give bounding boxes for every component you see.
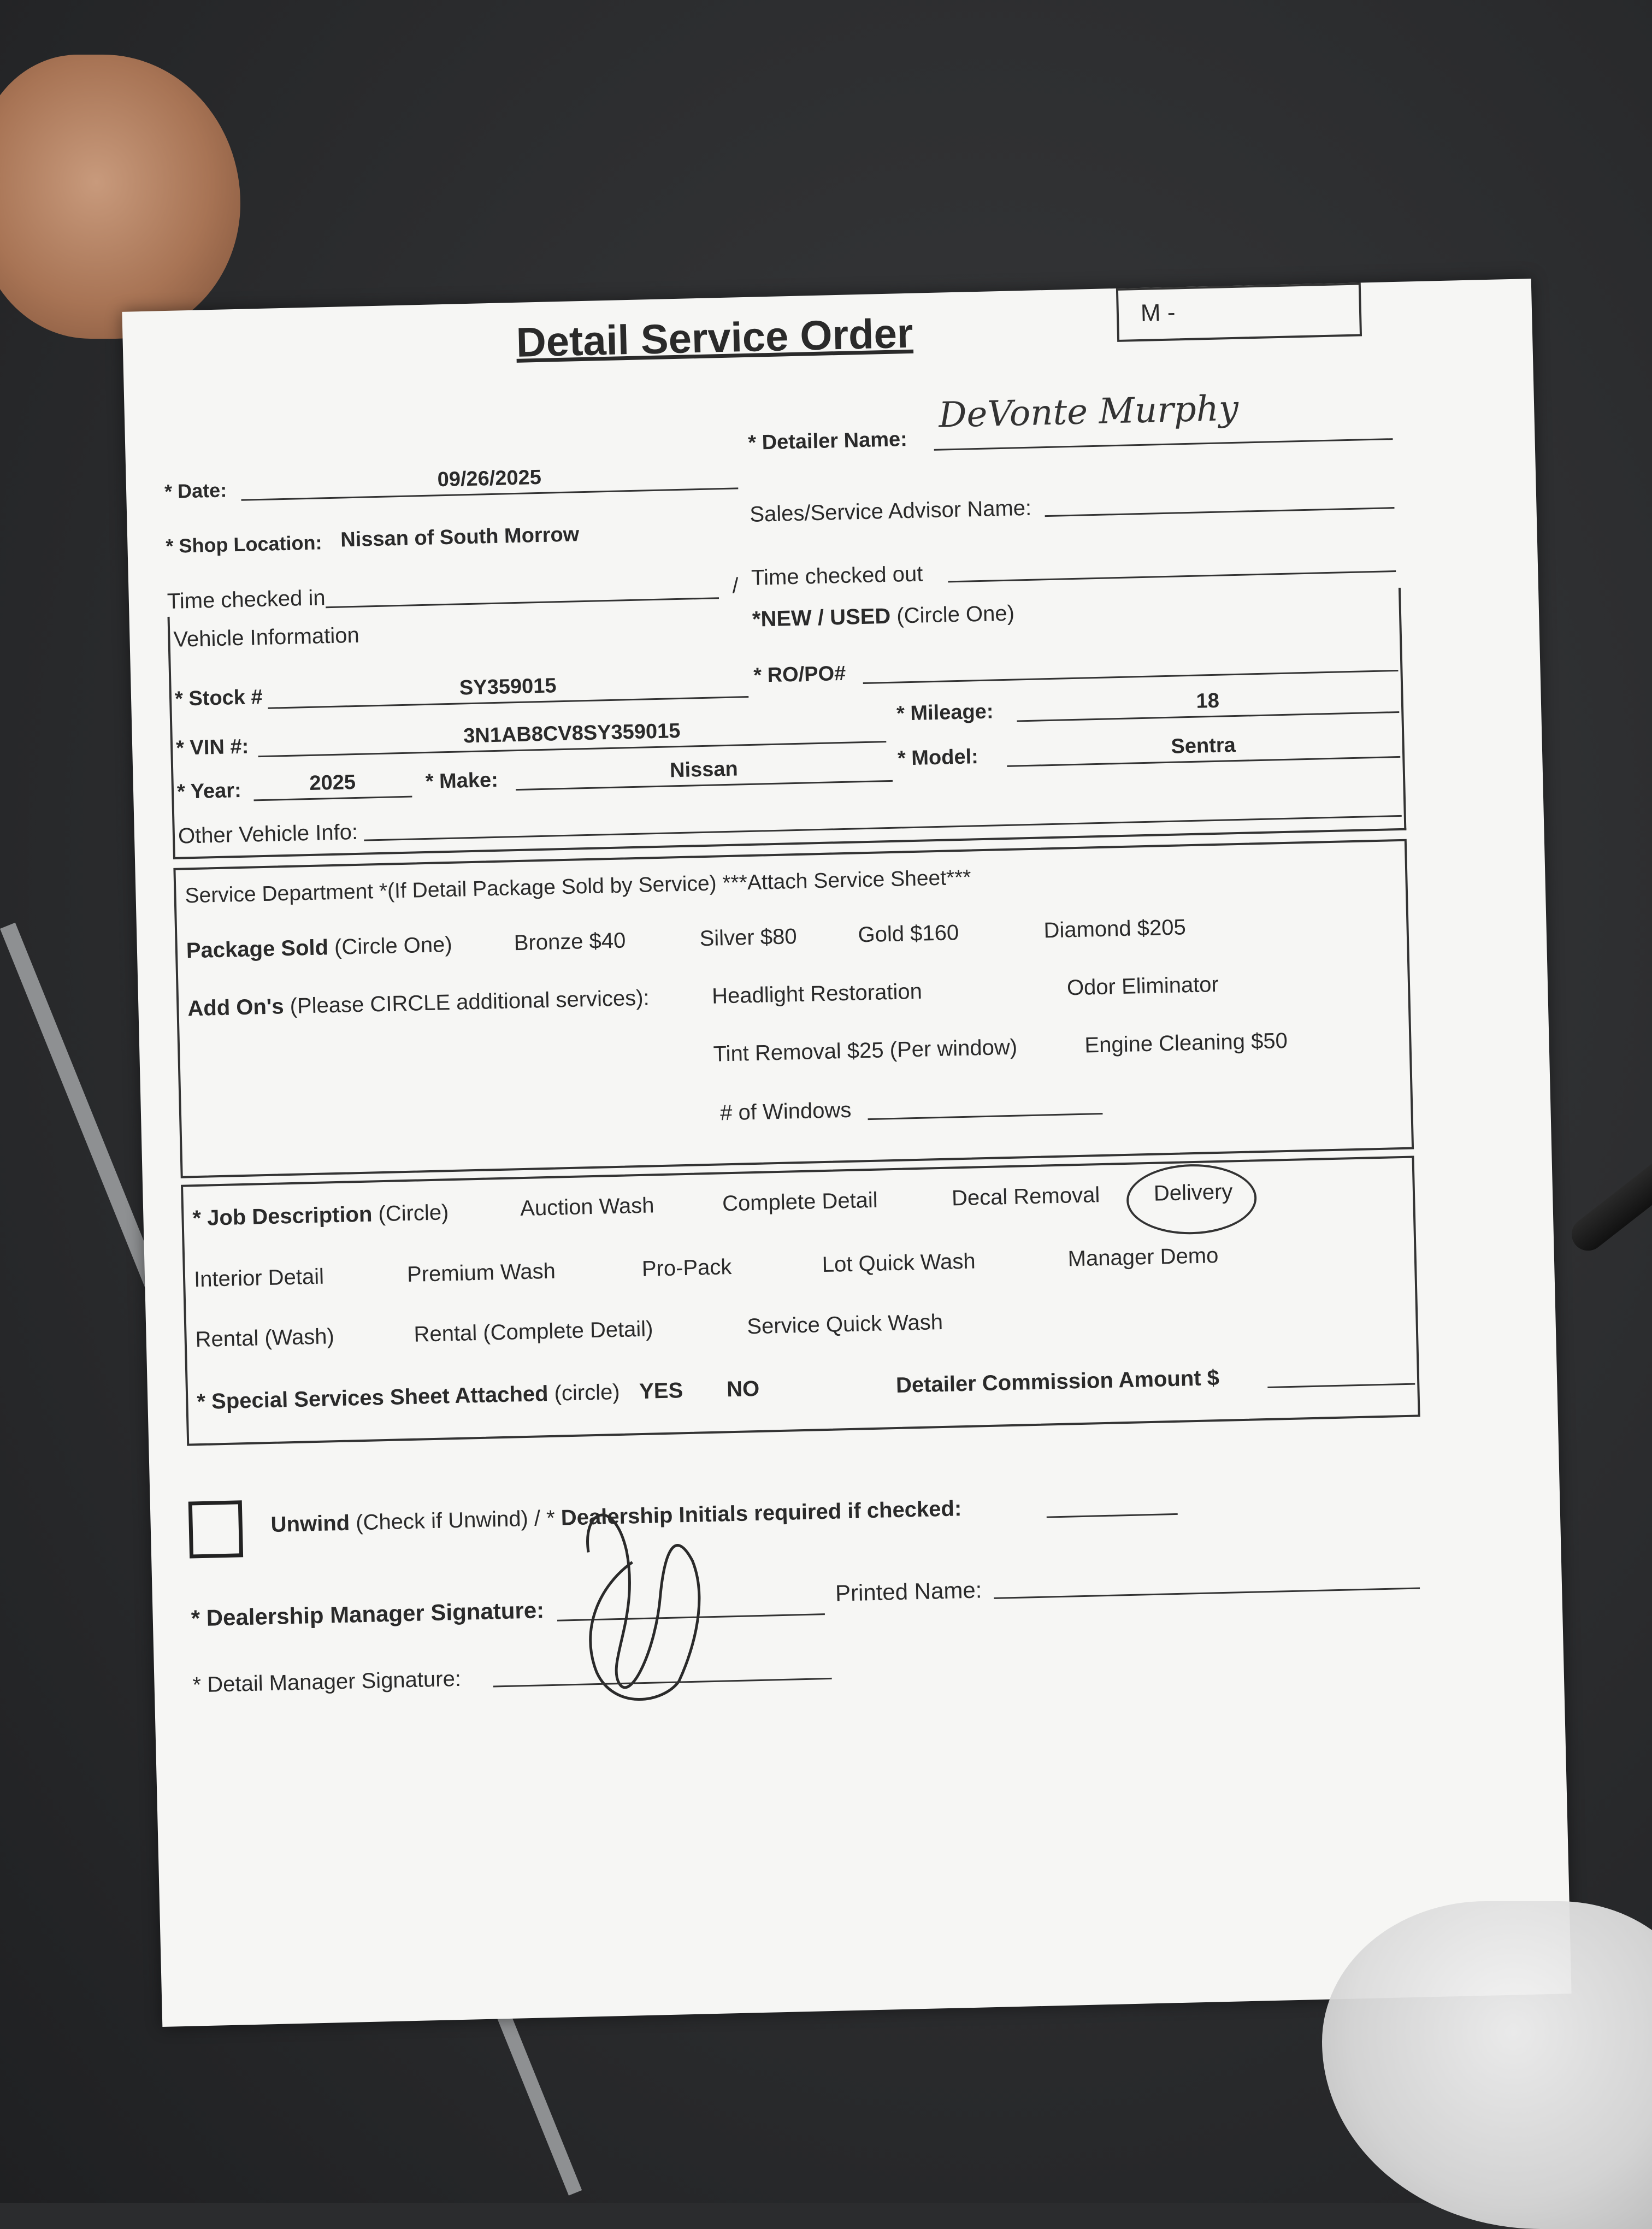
service-order-form <box>122 279 1571 2027</box>
addon-engine[interactable]: Engine Cleaning $50 <box>1084 1028 1288 1058</box>
shop-location-label: * Shop Location: <box>166 531 322 558</box>
mileage-value[interactable]: 18 <box>1196 689 1220 713</box>
unwind-checkbox[interactable] <box>188 1500 243 1558</box>
time-separator: / <box>731 574 739 598</box>
detailer-name-value[interactable]: DeVonte Murphy <box>938 388 1239 436</box>
detailer-name-label: * Detailer Name: <box>747 428 908 455</box>
year-value[interactable]: 2025 <box>309 770 356 795</box>
stock-label: * Stock # <box>174 685 263 711</box>
make-value[interactable]: Nissan <box>669 757 739 782</box>
time-out-line[interactable] <box>948 570 1396 582</box>
job-auction-wash[interactable]: Auction Wash <box>520 1193 654 1221</box>
mileage-label: * Mileage: <box>896 700 994 726</box>
job-label-text: * Job Description <box>192 1202 373 1231</box>
job-rental-complete[interactable]: Rental (Complete Detail) <box>414 1317 653 1347</box>
time-in-label: Time checked in <box>167 586 326 614</box>
package-diamond[interactable]: Diamond $205 <box>1043 915 1187 943</box>
package-gold[interactable]: Gold $160 <box>858 921 959 947</box>
m-number-label: M - <box>1140 299 1176 327</box>
advisor-label: Sales/Service Advisor Name: <box>749 496 1032 527</box>
detailer-name-line <box>934 438 1393 451</box>
vin-value[interactable]: 3N1AB8CV8SY359015 <box>463 719 681 748</box>
date-label: * Date: <box>164 479 227 503</box>
mgr-signature-label: * Dealership Manager Signature: <box>191 1597 545 1631</box>
service-header: Service Department *(If Detail Package Sold by Service) ***Attach Service Sheet*** <box>185 865 972 908</box>
addon-odor[interactable]: Odor Eliminator <box>1066 972 1219 1000</box>
time-out-label: Time checked out <box>751 562 923 590</box>
initials-label: Dealership Initials required if checked: <box>560 1496 962 1530</box>
vehicle-info-label: Vehicle Information <box>173 623 360 652</box>
commission-label: Detailer Commission Amount $ <box>895 1366 1220 1397</box>
model-value[interactable]: Sentra <box>1171 734 1236 758</box>
special-no[interactable]: NO <box>726 1376 760 1402</box>
special-services-text: * Special Services Sheet Attached <box>196 1382 549 1414</box>
unwind-hint: (Check if Unwind) / * <box>355 1506 556 1535</box>
job-decal-removal[interactable]: Decal Removal <box>951 1183 1100 1211</box>
job-lot-quick-wash[interactable]: Lot Quick Wash <box>822 1249 976 1277</box>
special-services-hint: (circle) <box>554 1379 621 1406</box>
unwind-label-text: Unwind <box>270 1511 350 1537</box>
job-service-quick-wash[interactable]: Service Quick Wash <box>746 1310 943 1339</box>
other-info-label: Other Vehicle Info: <box>178 819 358 848</box>
make-label: * Make: <box>425 768 499 793</box>
job-manager-demo[interactable]: Manager Demo <box>1067 1243 1219 1271</box>
package-silver[interactable]: Silver $80 <box>699 924 798 951</box>
form-title: Detail Service Order <box>515 310 914 366</box>
job-rental-wash[interactable]: Rental (Wash) <box>195 1324 335 1352</box>
job-interior-detail[interactable]: Interior Detail <box>193 1264 324 1292</box>
date-value[interactable]: 09/26/2025 <box>437 465 542 492</box>
advisor-line[interactable] <box>1045 507 1395 517</box>
job-complete-detail[interactable]: Complete Detail <box>722 1188 878 1216</box>
package-label-text: Package Sold <box>186 935 329 963</box>
vin-label: * VIN #: <box>175 735 249 760</box>
addons-label-text: Add On's <box>187 994 285 1021</box>
shop-location-value: Nissan of South Morrow <box>340 523 580 552</box>
windows-label: # of Windows <box>719 1098 852 1125</box>
job-hint: (Circle) <box>377 1200 449 1226</box>
job-premium-wash[interactable]: Premium Wash <box>406 1259 556 1287</box>
addon-tint[interactable]: Tint Removal $25 (Per window) <box>713 1035 1018 1066</box>
year-label: * Year: <box>176 779 242 804</box>
new-used-hint: (Circle One) <box>896 601 1015 628</box>
package-bronze[interactable]: Bronze $40 <box>514 928 626 956</box>
initials-line[interactable] <box>1047 1513 1178 1518</box>
m-number-box[interactable] <box>1116 282 1362 342</box>
job-pro-pack[interactable]: Pro-Pack <box>641 1255 732 1281</box>
package-hint: (Circle One) <box>334 932 453 959</box>
addon-headlight[interactable]: Headlight Restoration <box>711 979 923 1009</box>
special-yes[interactable]: YES <box>639 1378 683 1404</box>
ro-po-label: * RO/PO# <box>753 662 846 687</box>
printed-name-label: Printed Name: <box>835 1577 982 1606</box>
model-label: * Model: <box>897 745 979 770</box>
new-used-text[interactable]: *NEW / USED <box>752 604 891 632</box>
addons-hint: (Please CIRCLE additional services): <box>290 986 650 1018</box>
job-delivery[interactable]: Delivery <box>1153 1180 1233 1206</box>
printed-name-line[interactable] <box>994 1588 1420 1599</box>
stock-value[interactable]: SY359015 <box>459 674 557 700</box>
detail-mgr-signature-label: * Detail Manager Signature: <box>192 1666 462 1697</box>
